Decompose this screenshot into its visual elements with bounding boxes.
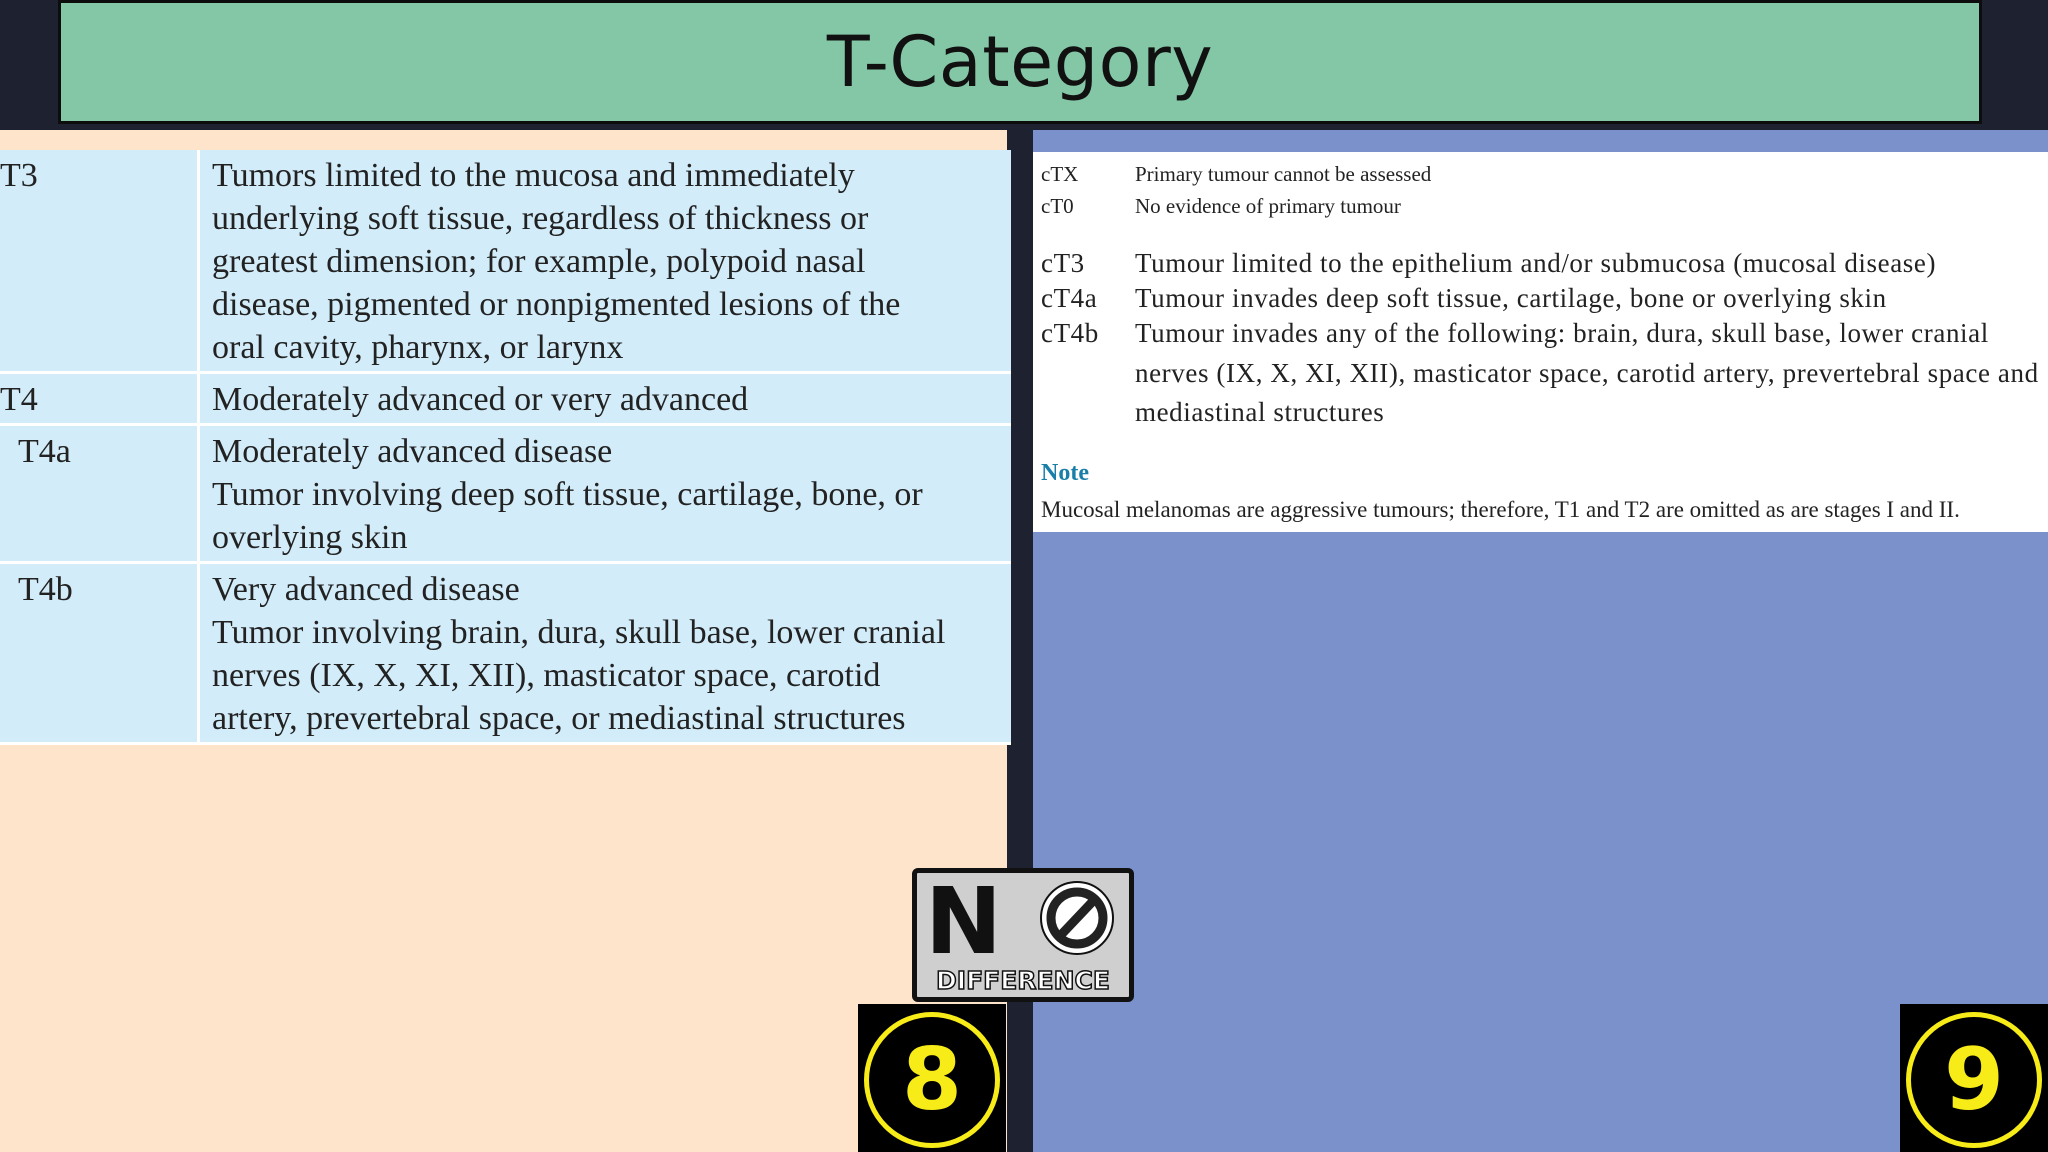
category-cell	[0, 150, 199, 373]
description-line: Moderately advanced disease	[212, 433, 613, 470]
category-cell	[0, 425, 199, 563]
category-label: T4b	[18, 571, 73, 608]
tnm-row	[1041, 358, 2041, 389]
page-number-left	[858, 1004, 1006, 1152]
left-staging-table	[0, 150, 1011, 745]
tnm-description: No evidence of primary tumour	[1135, 194, 1401, 218]
left-panel	[0, 130, 1007, 1152]
description-line: Tumor involving brain, dura, skull base, lower cranial	[212, 614, 946, 651]
category-label: T4a	[18, 433, 71, 470]
category-label: T4	[0, 381, 38, 418]
description-cell	[199, 373, 1012, 425]
description-line: greatest dimension; for example, polypoid nasal	[212, 243, 866, 280]
tnm-description: mediastinal structures	[1135, 397, 1385, 427]
right-panel	[1033, 130, 2048, 1152]
description-line: Tumors limited to the mucosa and immediately	[212, 157, 855, 194]
tnm-row	[1041, 397, 2041, 428]
description-cell	[199, 563, 1012, 744]
note-text: Mucosal melanomas are aggressive tumours; therefore, T1 and T2 are omitted as are stages I and II.	[1041, 497, 1960, 522]
description-line: artery, prevertebral space, or mediastinal structures	[212, 700, 906, 737]
tnm-description: Tumour invades deep soft tissue, cartilage, bone or overlying skin	[1135, 283, 1887, 313]
tnm-row	[1041, 194, 2041, 219]
tnm-description: Tumour limited to the epithelium and/or submucosa (mucosal disease)	[1135, 248, 1937, 278]
page-number-right	[1900, 1004, 2048, 1152]
category-cell	[0, 563, 199, 744]
description-cell	[199, 150, 1012, 373]
page-title: T-Category	[826, 21, 1214, 103]
no-difference-logo	[912, 868, 1134, 1002]
description-line: Moderately advanced or very advanced	[212, 381, 749, 418]
tnm-description: nerves (IX, X, XI, XII), masticator space, carotid artery, prevertebral space and	[1135, 358, 2039, 388]
description-line: overlying skin	[212, 519, 408, 556]
page-number-right-label: 9	[1906, 1012, 2042, 1148]
description-line: nerves (IX, X, XI, XII), masticator space, carotid	[212, 657, 881, 694]
category-cell	[0, 373, 199, 425]
description-line: underlying soft tissue, regardless of thickness or	[212, 200, 869, 237]
tnm-row	[1041, 248, 2041, 279]
tnm-row	[1041, 162, 2041, 187]
page-number-left-label: 8	[864, 1012, 1000, 1148]
category-label: T3	[0, 157, 38, 194]
tnm-code: cT0	[1041, 194, 1074, 218]
description-line: oral cavity, pharynx, or larynx	[212, 329, 624, 366]
note-label: Note	[1041, 460, 1089, 486]
right-staging-table	[1033, 152, 2048, 532]
description-cell	[199, 425, 1012, 563]
tnm-code: cTX	[1041, 162, 1079, 186]
tnm-row	[1041, 283, 2041, 314]
table-row	[0, 563, 1011, 744]
tnm-description: Primary tumour cannot be assessed	[1135, 162, 1432, 186]
tnm-code: cT3	[1041, 248, 1085, 278]
description-line: disease, pigmented or nonpigmented lesions of the	[212, 286, 901, 323]
logo-letter: N	[925, 873, 1002, 975]
title-bar	[58, 0, 1982, 124]
description-line: Tumor involving deep soft tissue, cartilage, bone, or	[212, 476, 923, 513]
no-difference-logo-graphic	[917, 873, 1129, 997]
tnm-code: cT4b	[1041, 318, 1099, 348]
table-row	[0, 425, 1011, 563]
table-row	[0, 373, 1011, 425]
description-line: Very advanced disease	[212, 571, 520, 608]
tnm-description: Tumour invades any of the following: brain, dura, skull base, lower cranial	[1135, 318, 1989, 348]
table-row	[0, 150, 1011, 373]
logo-word: DIFFERENCE	[936, 966, 1110, 995]
tnm-row	[1041, 318, 2041, 349]
tnm-code: cT4a	[1041, 283, 1098, 313]
